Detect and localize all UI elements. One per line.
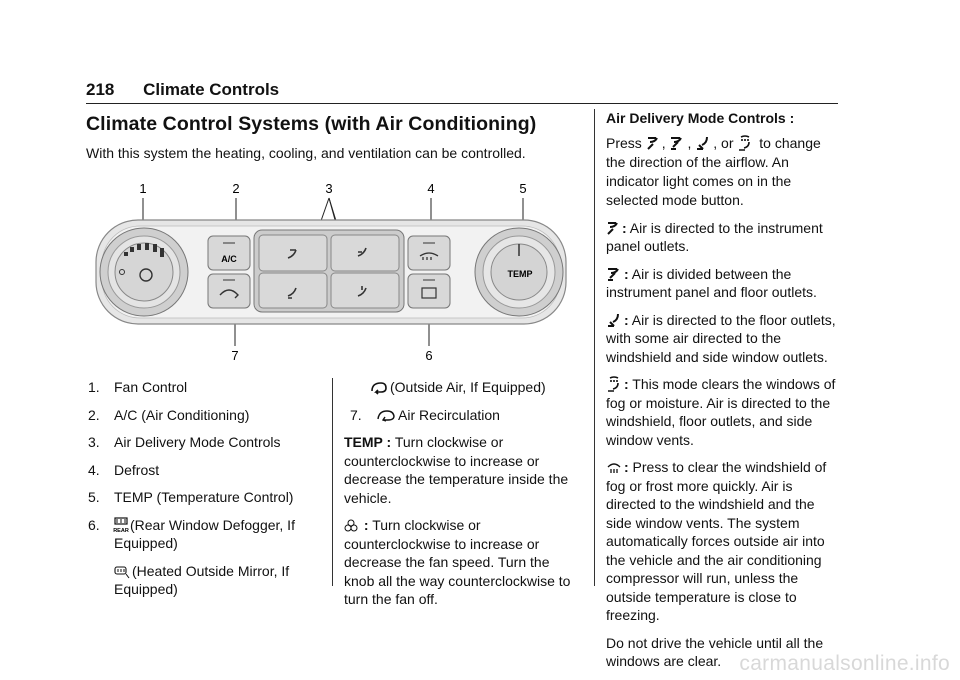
list-item: 4. Defrost	[88, 461, 160, 478]
header-rule	[86, 103, 838, 104]
defrost-icon	[606, 461, 622, 475]
rear-icon-text: REAR	[113, 527, 129, 534]
warning-text: Do not drive the vehicle until all the windows are clear.	[606, 634, 824, 669]
recirculation-button	[208, 274, 250, 308]
temp-label: TEMP	[507, 269, 533, 279]
temp-description: TEMP : Turn clockwise or counterclockwise to increase or decrease the temperature inside the vehicle.	[344, 434, 569, 506]
instrument-panel-mode-icon	[646, 135, 660, 151]
ac-label: A/C	[221, 254, 237, 264]
fan-description: : Turn clockwise or counterclockwise to increase or decrease the fan speed. Turn the knob all the way counterclockwise to turn the fan off.	[344, 517, 571, 607]
list-item: 7. Air Recirculation	[350, 406, 500, 423]
list-item: 6. REAR (Rear Window Defogger, If Equipped)	[88, 516, 295, 551]
page-header	[86, 80, 279, 100]
heated-mirror-icon	[114, 565, 130, 579]
outside-air-icon	[370, 381, 388, 395]
bilevel-mode-icon	[669, 135, 685, 151]
callout-5: 5	[519, 181, 527, 196]
fan-knob	[100, 228, 188, 316]
column-divider	[332, 378, 333, 586]
rear-defog-button	[408, 274, 450, 308]
list-item: (Outside Air, If Equipped)	[344, 378, 580, 397]
page-title: Climate Control Systems (with Air Conditioning)	[86, 113, 537, 135]
air-delivery-intro: Press , , , or to change the direction of the airflow. An indicator light comes on in the selected mode button.	[606, 134, 821, 208]
callout-1: 1	[139, 181, 147, 196]
callout-4: 4	[427, 181, 435, 196]
defrost-button	[408, 236, 450, 270]
callout-3: 3	[325, 181, 333, 196]
air-delivery-column	[606, 109, 840, 680]
list-item: 3. Air Delivery Mode Controls	[88, 434, 281, 450]
callout-2: 2	[232, 181, 240, 196]
ac-button	[208, 236, 250, 270]
temp-knob	[475, 228, 563, 316]
bilevel-mode-icon	[606, 266, 622, 282]
callout-7: 7	[231, 348, 239, 363]
list-item: (Heated Outside Mirror, If Equipped)	[114, 562, 290, 597]
fan-icon	[344, 519, 358, 533]
instrument-panel-mode-icon	[606, 220, 620, 236]
recirculation-icon	[376, 409, 396, 423]
column-divider	[594, 109, 595, 586]
callout-6: 6	[425, 348, 433, 363]
list-item: 1. Fan Control	[88, 379, 188, 395]
defog-mode-icon	[606, 376, 622, 392]
defog-mode-desc: : This mode clears the windows of fog or moisture. Air is directed to the windshield, floor outlets, and side window vents.	[606, 376, 836, 448]
defog-mode-icon	[737, 135, 753, 151]
floor-mode-icon	[606, 312, 622, 328]
intro-text: With this system the heating, cooling, and ventilation can be controlled.	[86, 145, 526, 161]
climate-panel-figure	[86, 178, 576, 368]
floor-mode-desc: : Air is directed to the floor outlets, with some air directed to the windshield and side window outlets.	[606, 311, 836, 365]
page-number: 218	[86, 80, 115, 99]
mode-buttons	[254, 230, 404, 312]
floor-mode-icon	[695, 135, 711, 151]
bilevel-mode-desc: : Air is divided between the instrument panel and floor outlets.	[606, 265, 817, 300]
air-delivery-heading: Air Delivery Mode Controls :	[606, 110, 795, 126]
rear-defogger-icon	[114, 517, 128, 533]
description-column	[344, 378, 580, 618]
watermark: carmanualsonline.info	[739, 652, 950, 675]
section-title: Climate Controls	[143, 80, 280, 99]
list-item: 2. A/C (Air Conditioning)	[88, 406, 250, 423]
defrost-desc: : Press to clear the windshield of fog or frost more quickly. Air is directed to the windshield and the side window vents. The system automatically forces outside air into the vehicle and the air conditioning compressor will run, unless the outside temperature is close to freezing.	[606, 459, 827, 623]
list-item: 5. TEMP (Temperature Control)	[88, 489, 294, 505]
legend-column	[88, 378, 323, 608]
instrument-mode-desc: : Air is directed to the instrument panel outlets.	[606, 219, 823, 254]
